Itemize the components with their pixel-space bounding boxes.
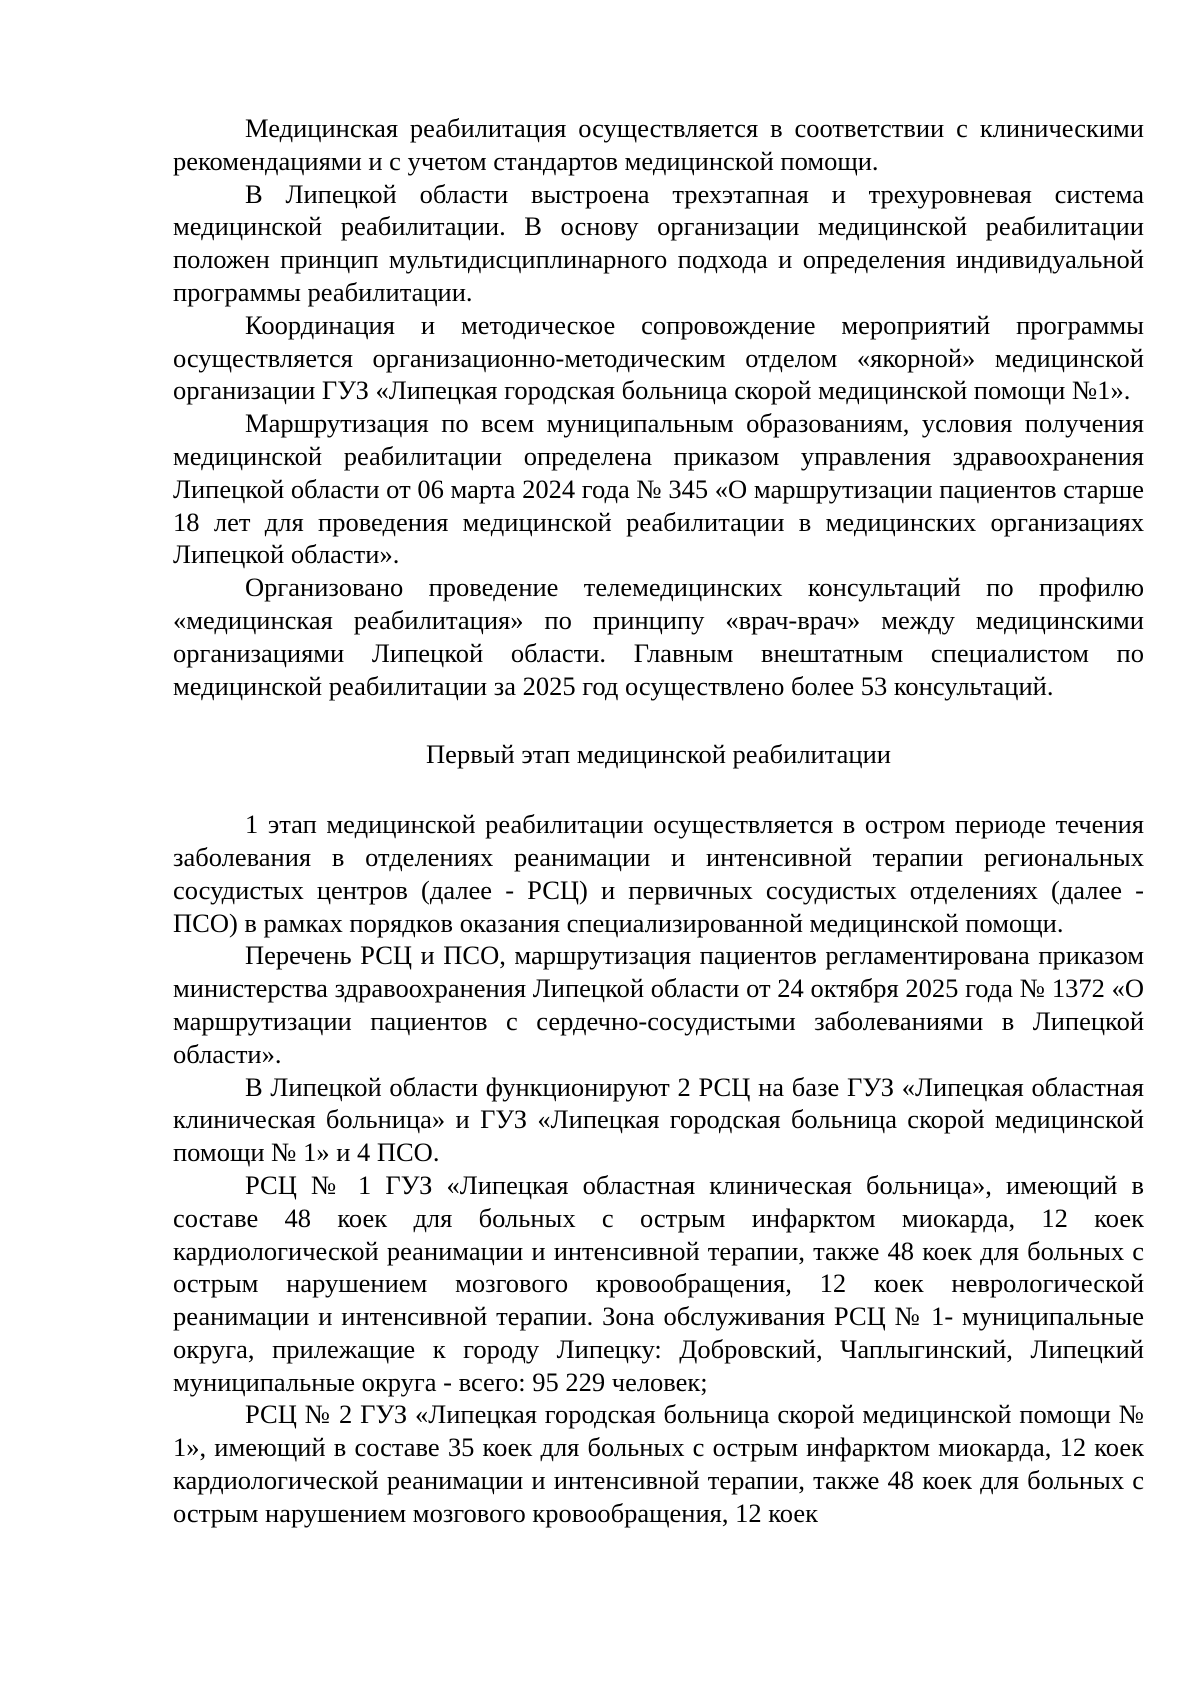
paragraph-rsc-count: В Липецкой области функционируют 2 РСЦ на базе ГУЗ «Липецкая областная клиническая больница» и ГУЗ «Липецкая городская больница скорой медицинской помощи № 1» и 4 ПСО.	[173, 1071, 1144, 1168]
paragraph-three-stage-system: В Липецкой области выстроена трехэтапная и трехуровневая система медицинской реабилитации. В основу организации медицинской реабилитации положен принцип мультидисциплинарного подхода и определения индивидуальной программы реабилитации.	[173, 178, 1144, 307]
paragraph-rehab-standards: Медицинская реабилитация осуществляется в соответствии с клиническими рекомендациями и с учетом стандартов медицинской помощи.	[173, 113, 1144, 176]
section-heading: Первый этап медицинской реабилитации	[426, 739, 891, 770]
paragraph-rsc-2: РСЦ № 2 ГУЗ «Липецкая городская больница скорой медицинской помощи № 1», имеющий в составе 35 коек для больных с острым инфарктом миокарда, 12 коек кардиологической реанимации и интенсивной терапии, также 48 коек для больных с острым нарушением мозгового кровообращения, 12 коек	[173, 1399, 1144, 1528]
paragraph-rsc-pso-list: Перечень РСЦ и ПСО, маршрутизация пациентов регламентирована приказом министерства здравоохранения Липецкой области от 24 октября 2025 года № 1372 «О маршрутизации пациентов с сердечно-сосудистыми заболеваниями в Липецкой области».	[173, 940, 1144, 1069]
document-page	[173, 112, 1144, 1530]
paragraph-coordination: Координация и методическое сопровождение мероприятий программы осуществляется организационно-методическим отделом «якорной» медицинской организации ГУЗ «Липецкая городская больница скорой медицинской помощи №1».	[173, 309, 1144, 406]
paragraph-routing-order: Маршрутизация по всем муниципальным образованиям, условия получения медицинской реабилитации определена приказом управления здравоохранения Липецкой области от 06 марта 2024 года № 345 «О маршрутизации пациентов старше 18 лет для проведения медицинской реабилитации в медицинских организациях Липецкой области».	[173, 408, 1144, 570]
paragraph-telemedicine: Организовано проведение телемедицинских консультаций по профилю «медицинская реабилитация» по принципу «врач-врач» между медицинскими организациями Липецкой области. Главным внештатным специалистом по медицинской реабилитации за 2025 год осуществлено более 53 консультаций.	[173, 572, 1144, 701]
paragraph-rsc-1: РСЦ № 1 ГУЗ «Липецкая областная клиническая больница», имеющий в составе 48 коек для больных с острым инфарктом миокарда, 12 коек кардиологической реанимации и интенсивной терапии, также 48 коек для больных с острым нарушением мозгового кровообращения, 12 коек неврологической реанимации и интенсивной терапии. Зона обслуживания РСЦ № 1- муниципальные округа, прилежащие к городу Липецку: Добровский, Чаплыгинский, Липецкий муниципальные округа - всего: 95 229 человек;	[173, 1169, 1144, 1397]
paragraph-stage1-description: 1 этап медицинской реабилитации осуществляется в остром периоде течения заболевания в отделениях реанимации и интенсивной терапии региональных сосудистых центров (далее - РСЦ) и первичных сосудистых отделениях (далее - ПСО) в рамках порядков оказания специализированной медицинской помощи.	[173, 809, 1144, 938]
